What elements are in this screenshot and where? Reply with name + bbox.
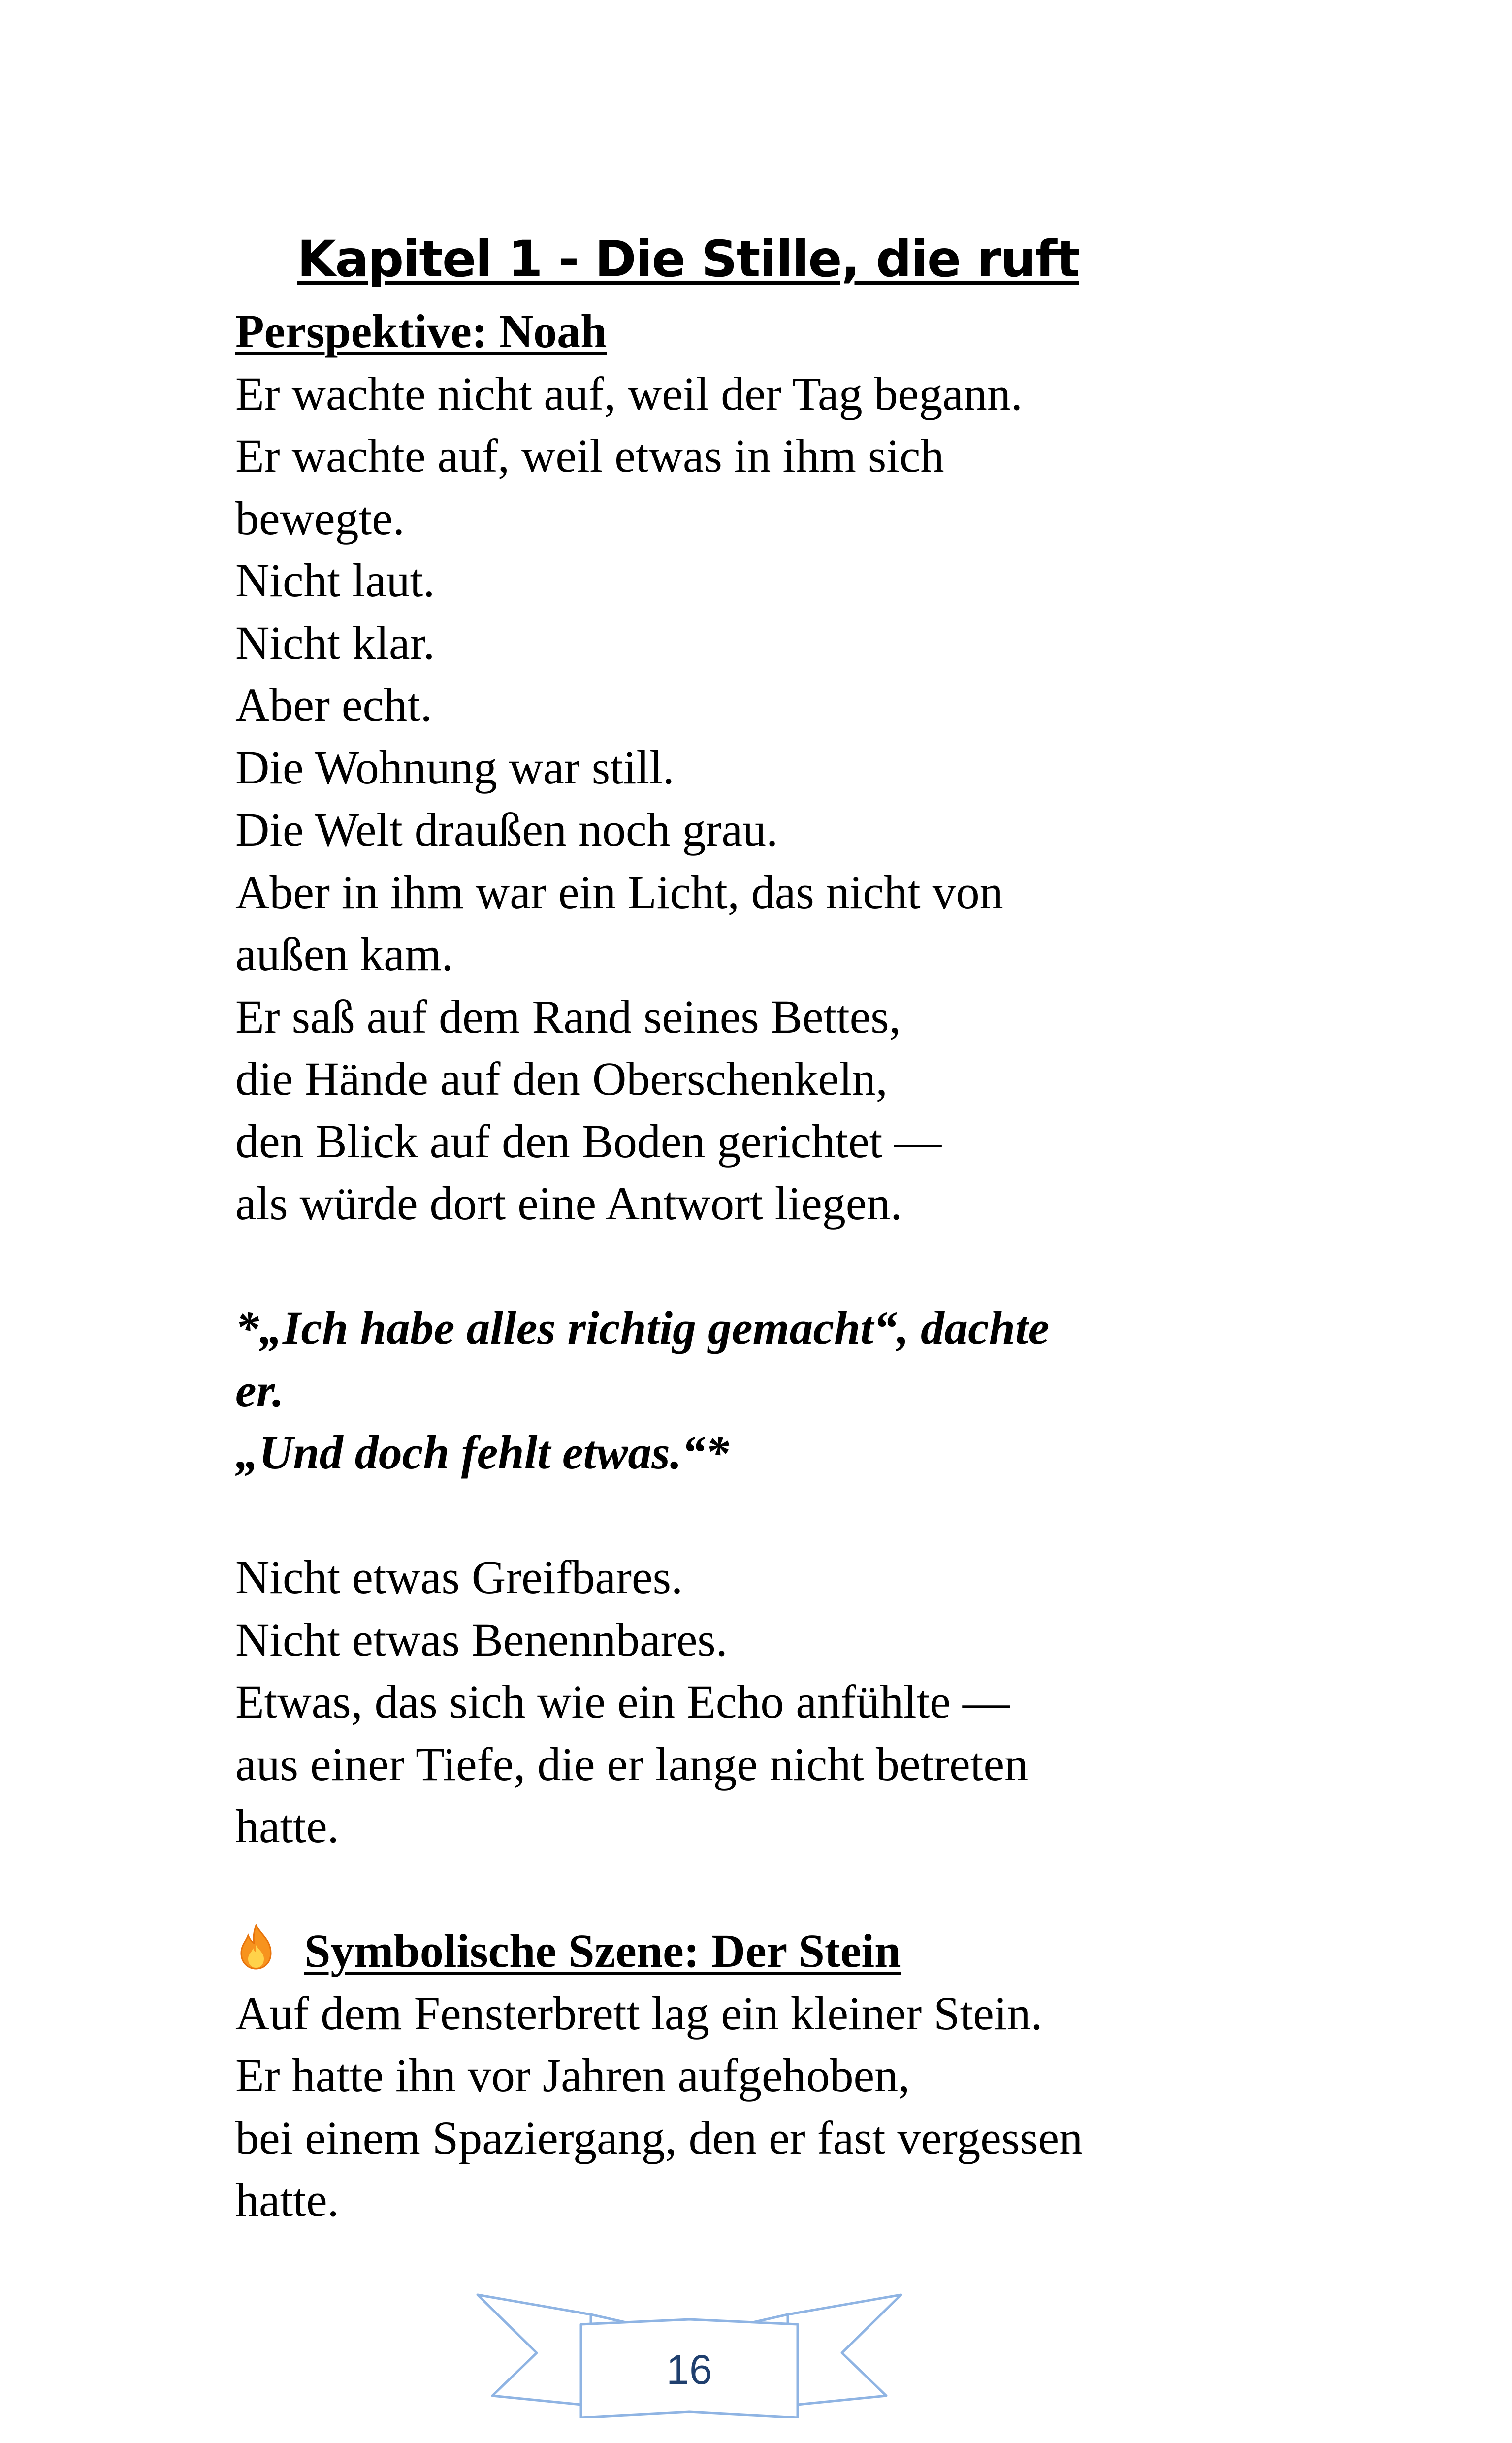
- thought-line: *„Ich habe alles richtig gemacht“, dachte: [235, 1302, 1050, 1354]
- text-line: Nicht laut.: [235, 554, 435, 607]
- spacer: [235, 1858, 1417, 1921]
- text-line: Er hatte ihn vor Jahren aufgehoben,: [235, 2049, 910, 2102]
- text-line: Aber in ihm war ein Licht, das nicht von: [235, 865, 1003, 918]
- scene-heading: [235, 1920, 1417, 1983]
- perspective-heading: Perspektive: Noah: [235, 305, 607, 358]
- text-line: Die Wohnung war still.: [235, 741, 675, 794]
- paragraph-2: [235, 1546, 1417, 1858]
- paragraph-1: [235, 363, 1417, 1235]
- text-line: die Hände auf den Oberschenkeln,: [235, 1052, 888, 1105]
- text-line: den Blick auf den Boden gerichtet —: [235, 1114, 942, 1168]
- page-number: 16: [666, 2346, 712, 2393]
- text-line: bei einem Spaziergang, den er fast vergessen: [235, 2111, 1083, 2164]
- text-line: Er wachte nicht auf, weil der Tag begann.: [235, 367, 1023, 420]
- text-line: hatte.: [235, 2174, 339, 2226]
- thought-line: er.: [235, 1364, 284, 1417]
- text-line: Nicht klar.: [235, 616, 435, 669]
- thought-line: „Und doch fehlt etwas.“*: [235, 1426, 729, 1479]
- text-line: als würde dort eine Antwort liegen.: [235, 1177, 902, 1230]
- text-line: Er wachte auf, weil etwas in ihm sich: [235, 429, 944, 482]
- text-line: Er saß auf dem Rand seines Bettes,: [235, 990, 901, 1043]
- text-line: außen kam.: [235, 928, 453, 980]
- text-line: Die Welt draußen noch grau.: [235, 803, 778, 856]
- chapter-title-text: Kapitel 1 - Die Stille, die ruft: [297, 230, 1079, 289]
- text-line: Nicht etwas Benennbares.: [235, 1613, 728, 1666]
- text-line: Auf dem Fensterbrett lag ein kleiner Stein.: [235, 1987, 1043, 2040]
- text-line: bewegte.: [235, 491, 405, 545]
- spacer: [235, 1235, 1417, 1298]
- paragraph-3: [235, 1983, 1417, 2232]
- text-line: hatte.: [235, 1800, 339, 1853]
- text-line: Etwas, das sich wie ein Echo anfühlte —: [235, 1675, 1010, 1728]
- text-line: Nicht etwas Greifbares.: [235, 1551, 683, 1603]
- fire-icon: [235, 1923, 277, 1971]
- body-text: [235, 300, 1417, 2232]
- text-line: Aber echt.: [235, 679, 432, 731]
- scene-heading-text: Symbolische Szene: Der Stein: [304, 1924, 901, 1977]
- text-line: aus einer Tiefe, die er lange nicht betreten: [235, 1737, 1029, 1791]
- inner-thought: [235, 1297, 1417, 1484]
- spacer: [235, 1484, 1417, 1547]
- chapter-title: [0, 228, 1376, 292]
